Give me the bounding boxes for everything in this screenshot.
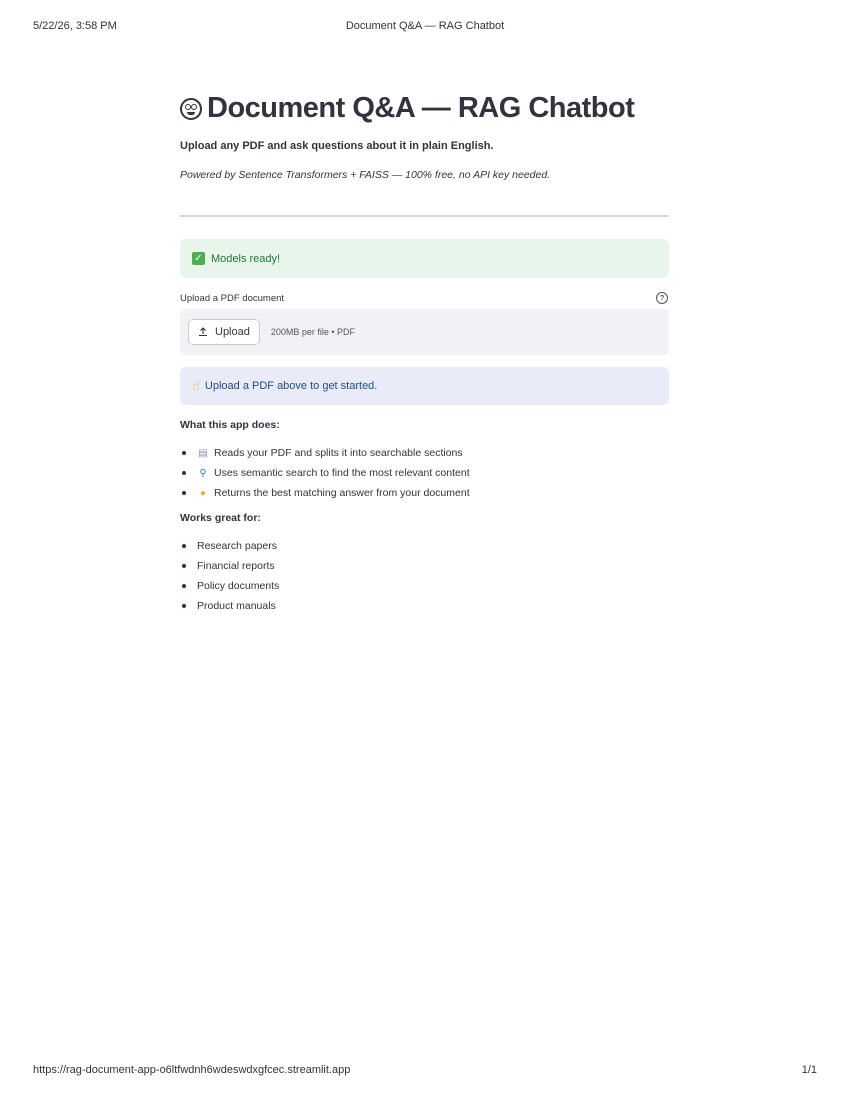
list-item: Policy documents [180, 576, 669, 596]
models-ready-alert [180, 239, 669, 278]
help-icon[interactable]: ? [656, 292, 668, 304]
list-item-text: Uses semantic search to find the most relevant content [214, 467, 470, 479]
print-page-number: 1/1 [801, 1064, 817, 1076]
upload-limits: 200MB per file • PDF [270, 327, 356, 337]
list-item-text: Returns the best matching answer from your document [214, 487, 470, 499]
document-icon: ▤ [198, 447, 208, 459]
pointing-hand-icon: ☝ [192, 378, 200, 393]
list-item [180, 463, 669, 483]
page-subtitle: Upload any PDF and ask questions about it in plain English. [180, 140, 494, 152]
list-item: Product manuals [180, 596, 669, 616]
page-title: Document Q&A — RAG Chatbot [207, 91, 635, 124]
divider [180, 215, 669, 217]
uploader-label: Upload a PDF document [180, 292, 285, 304]
uploader-label-row [180, 291, 669, 305]
list-item-text: Reads your PDF and splits it into searchable sections [214, 447, 463, 459]
status-text: Models ready! [211, 252, 281, 265]
print-footer [33, 1064, 817, 1080]
features-list [180, 443, 669, 503]
main-content [180, 86, 669, 616]
check-icon: ✓ [192, 252, 205, 265]
upload-button[interactable] [188, 319, 260, 345]
print-url: https://rag-document-app-o6ltfwdnh6wdeswdxgfcec.streamlit.app [33, 1064, 351, 1076]
print-header [33, 20, 817, 36]
list-item: Financial reports [180, 556, 669, 576]
upload-icon [198, 327, 208, 337]
get-started-alert [180, 367, 669, 405]
title-row [180, 86, 669, 130]
list-item [180, 483, 669, 503]
powered-by-text: Powered by Sentence Transformers + FAISS — 100% free, no API key needed. [180, 169, 551, 181]
file-dropzone[interactable] [180, 309, 669, 355]
lightbulb-icon: ● [199, 487, 207, 499]
print-page-title: Document Q&A — RAG Chatbot [345, 20, 505, 32]
print-date: 5/22/26, 3:58 PM [33, 20, 117, 32]
list-item: Research papers [180, 536, 669, 556]
upload-button-label: Upload [215, 326, 250, 338]
magnifier-icon: ⚲ [199, 467, 207, 479]
use-cases-list [180, 536, 669, 616]
info-text: Upload a PDF above to get started. [204, 380, 378, 392]
features-heading: What this app does: [180, 419, 280, 431]
use-cases-heading: Works great for: [180, 512, 261, 524]
face-with-glasses-icon [180, 98, 202, 120]
list-item [180, 443, 669, 463]
